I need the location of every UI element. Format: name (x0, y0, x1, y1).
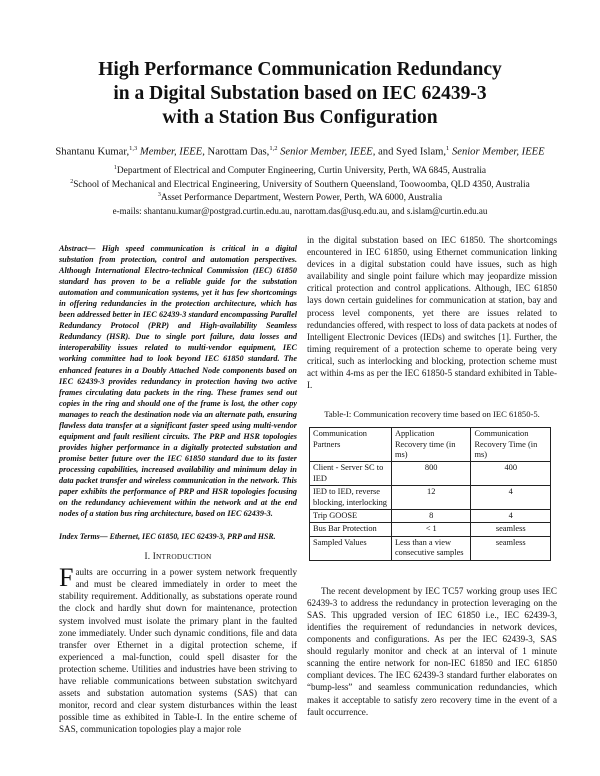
table-cell: IED to IED, reverse blocking, interlocking (310, 486, 392, 510)
table-cell: 800 (391, 462, 471, 486)
affiliation-2-text: School of Mechanical and Electrical Engineering, University of Southern Queensland, Toowoomba, QLD 4350, Australia (73, 180, 530, 191)
abstract-text: — High speed communication is critical in a digital substation from protection, control and automation perspectives. Although International Electro-technical Commission (IEC) 61850 standard has proven to be a reliable guide for the substation automation and communication systems, yet it has few shortcomings in offering redundancies in the protection architecture, which has been addressed better in IEC 62439-3 standard encompassing Parallel Redundancy Protocol (PRP) and High-availability Seamless Redundancy (HSR). Due to single port failure, data losses and interoperability issues related to multi-vendor equipment, IEC working committee had to look beyond IEC 61850 standard. The enhanced features in a Doubly Attached Node components based on IEC 62439-3 provides redundancy in protection having two active frames circulating data packets in the ring. These frames send out copies in the ring and should one of the frame is lost, the other copy manages to reach the destination node via an alternate path, ensuring flawless data transfer at a significant faster speed using multi-vendor equipment and fault resilient circuits. The PRP and HSR topologies provides higher performance in a digitally protected substation and promise better future over the IEC 61850 standard due to its faster processing capabilities, increased availability and minimum delay in data packet transfer and wireless communication in the network. This paper exhibits the performance of PRP and HSR topologies focusing on the redundancy achievement within the network and at the end nodes of a station bus ring architecture, based on IEC 62439-3. (59, 244, 297, 519)
index-terms: Index Terms— Ethernet, IEC 61850, IEC 62439-3, PRP and HSR. (59, 532, 276, 542)
abstract (59, 243, 297, 519)
table-cell: 400 (471, 462, 551, 486)
table-row (310, 510, 551, 523)
table-cell: 4 (471, 510, 551, 523)
author-1-sup: 1,3 (129, 145, 138, 152)
intro-paragraph-1 (59, 563, 297, 735)
table-cell: < 1 (391, 523, 471, 536)
affiliation-1-text: Department of Electrical and Computer Engineering, Curtin University, Perth, WA 6845, Australia (116, 166, 487, 177)
author-3-name: and Syed Islam, (375, 146, 447, 158)
author-line (20, 145, 580, 158)
table-cell: Bus Bar Protection (310, 523, 392, 536)
section-title-rest: NTRODUCTION (155, 552, 212, 562)
table-cell: 8 (391, 510, 471, 523)
table-row (310, 536, 551, 560)
intro-paragraph-1-left: aults are occurring in a power system network frequently and must be cleared immediately in order to meet the stability requirement. Additionally, as substations operate round the clock and hardly shut down for maintenance, protection system involved must isolate the primary plant in the faulted zone immediately. Under such dynamic conditions, file and data transfer over Ethernet in a digital protection scheme, if experienced a mal-function, could spell disaster for the protection scheme. Utilities and industries have been striving to have reliable communications between substation switchyard assets and substation automation systems (SAS) that can monitor, record and clear system disturbances within the least possible time as exhibited in Table-I. In the entire scheme of SAS, communication topologies play a major role (59, 567, 297, 735)
table-cell: Client - Server SC to IED (310, 462, 392, 486)
section-title-initial: I (152, 551, 156, 562)
author-3-role: Senior Member, IEEE (449, 146, 545, 158)
table-row (310, 462, 551, 486)
author-2-role: Senior Member, IEEE, (277, 146, 376, 158)
table-cell: 12 (391, 486, 471, 510)
title-line-1: High Performance Communication Redundancy (98, 59, 502, 80)
author-1-role: Member, IEEE, (137, 146, 205, 158)
section-number: I. (144, 551, 151, 562)
table-cell: seamless (471, 536, 551, 560)
table-header-row (310, 428, 551, 462)
abstract-lead: Abstract (59, 244, 88, 253)
section-heading-introduction (59, 551, 297, 561)
table-row (310, 486, 551, 510)
table-cell: Less than a view consecutive samples (391, 536, 471, 560)
title-line-2: in a Digital Substation based on IEC 62439-3 (113, 83, 487, 104)
affiliation-1-sup: 1 (113, 165, 117, 171)
affiliation-3-text: Asset Performance Department, Western Power, Perth, WA 6000, Australia (160, 193, 443, 204)
table-cell: seamless (471, 523, 551, 536)
table-row (310, 523, 551, 536)
table-caption: Table-I: Communication recovery time based on IEC 61850-5. (324, 409, 540, 420)
title-line-3: with a Station Bus Configuration (162, 107, 438, 128)
affiliation-1 (10, 165, 590, 176)
right-column (307, 234, 557, 718)
author-emails: e-mails: shantanu.kumar@postgrad.curtin.edu.au, narottam.das@usq.edu.au, and s.islam@curtin.edu.au (112, 206, 488, 216)
recovery-time-table (309, 427, 551, 560)
author-1-name: Shantanu Kumar, (55, 146, 130, 158)
table-cell: Sampled Values (310, 536, 392, 560)
author-2-sup: 1,2 (269, 145, 278, 152)
table-cell: 4 (471, 486, 551, 510)
author-2-name: Narottam Das, (204, 146, 270, 158)
dropcap-letter: F (59, 563, 74, 593)
left-column (59, 243, 297, 735)
affiliation-2 (10, 179, 590, 190)
intro-paragraph-2: The recent development by IEC TC57 working group uses IEC 62439-3 to address the redundancy in protection leveraging on the SAS. This upgraded version of IEC 61850 i.e., IEC 62439-3, identifies the requirement of redundancies in network devices, components and configurations. As per the IEC 62439-3, SAS should regularly monitor and check at an interval of 1 minute scanning the entire network for non-IEC 61850 and IEC 61850 compliant devices. The IEC 62439-3 standard further elaborates on “bump-less” and seamless communication redundancies, which makes it acceptable to satisfy zero recovery time in the event of a fault occurrence. (307, 585, 557, 717)
table-header-cell: Communication Recovery Time (in ms) (471, 428, 551, 462)
affiliation-3 (10, 192, 590, 203)
author-3-sup: 1 (446, 145, 450, 152)
paper-title (30, 58, 570, 130)
affiliation-2-sup: 2 (70, 179, 74, 185)
affiliation-3-sup: 3 (157, 192, 161, 198)
table-header-cell: Application Recovery time (in ms) (391, 428, 471, 462)
table-header-cell: Communication Partners (310, 428, 392, 462)
table-cell: Trip GOOSE (310, 510, 392, 523)
intro-paragraph-1-continued: in the digital substation based on IEC 61850. The shortcomings encountered in IEC 61850, using Ethernet communication linking devices in a digital substation could have issues, such as high availability and single point failure which may jeopardize mission critical protection and control applications. Although, IEC 61850 lays down certain guidelines for communication at station, bay and process level components, yet there are issues related to redundancies offered, with respect to loss of data packets at nodes of Intelligent Electronic Devices (IEDs) and switches [1]. Further, the timing requirement of a protection scheme to operate being very critical, such as interlocking and blocking, protection scheme must act within 4-ms as per the IEC 61850-5 standard exhibited in Table-I. (307, 235, 557, 391)
